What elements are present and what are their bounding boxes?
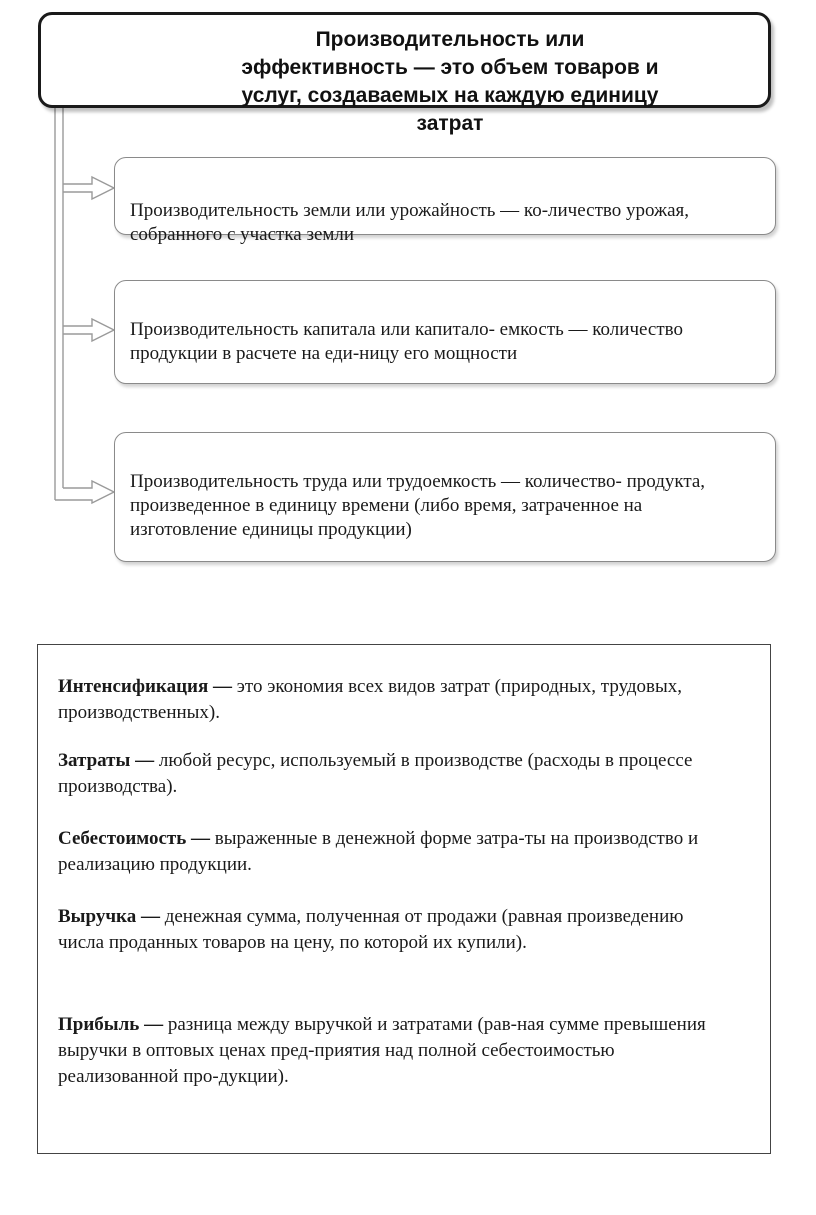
definition-term: Выручка —	[58, 906, 160, 927]
definition-term: Себестоимость —	[58, 828, 211, 849]
definition-term: Затраты —	[58, 750, 155, 771]
definition-term: Прибыль —	[58, 1014, 164, 1035]
definition-text: выраженные в денежной форме затра-ты на производство и реализацию продукции.	[58, 828, 699, 875]
branch-arrow-2	[63, 319, 114, 341]
node-text-capital: Производительность капитала или капитало- емкость — количество продукции в расчете на еди-ницу его мощности	[130, 319, 683, 364]
node-text-land: Производительность земли или урожайность — ко-личество урожая, собранного с участка земли	[130, 200, 690, 245]
definition-text: денежная сумма, полученная от продажи (равная произведению числа проданных товаров на цену, по которой их купили).	[58, 906, 684, 953]
branch-arrow-3	[55, 481, 114, 503]
branch-arrow-1	[63, 177, 114, 199]
definition-term: Интенсификация —	[58, 676, 232, 697]
definition-revenue	[58, 904, 734, 956]
definition-text: разница между выручкой и затратами (рав-ная сумме превышения выручки в оптовых ценах пред-приятия над полной себестоимостью реализованной про-дукции).	[58, 1014, 706, 1087]
definition-text: это экономия всех видов затрат (природных, трудовых, производственных).	[58, 676, 683, 723]
definition-profit	[58, 1012, 734, 1090]
node-text-labor: Производительность труда или трудоемкость — количество- продукта, произведенное в единицу времени (либо время, затраченное на изготовление единицы продукции)	[130, 471, 706, 540]
definition-costs	[58, 748, 734, 800]
definition-intensification	[58, 674, 734, 726]
definition-text: любой ресурс, используемый в производстве (расходы в процессе производства).	[58, 750, 693, 797]
header-title: Производительность или эффективность — это объем товаров и услуг, создаваемых на каждую единицу затрат	[241, 28, 659, 135]
definition-cost-price	[58, 826, 734, 878]
